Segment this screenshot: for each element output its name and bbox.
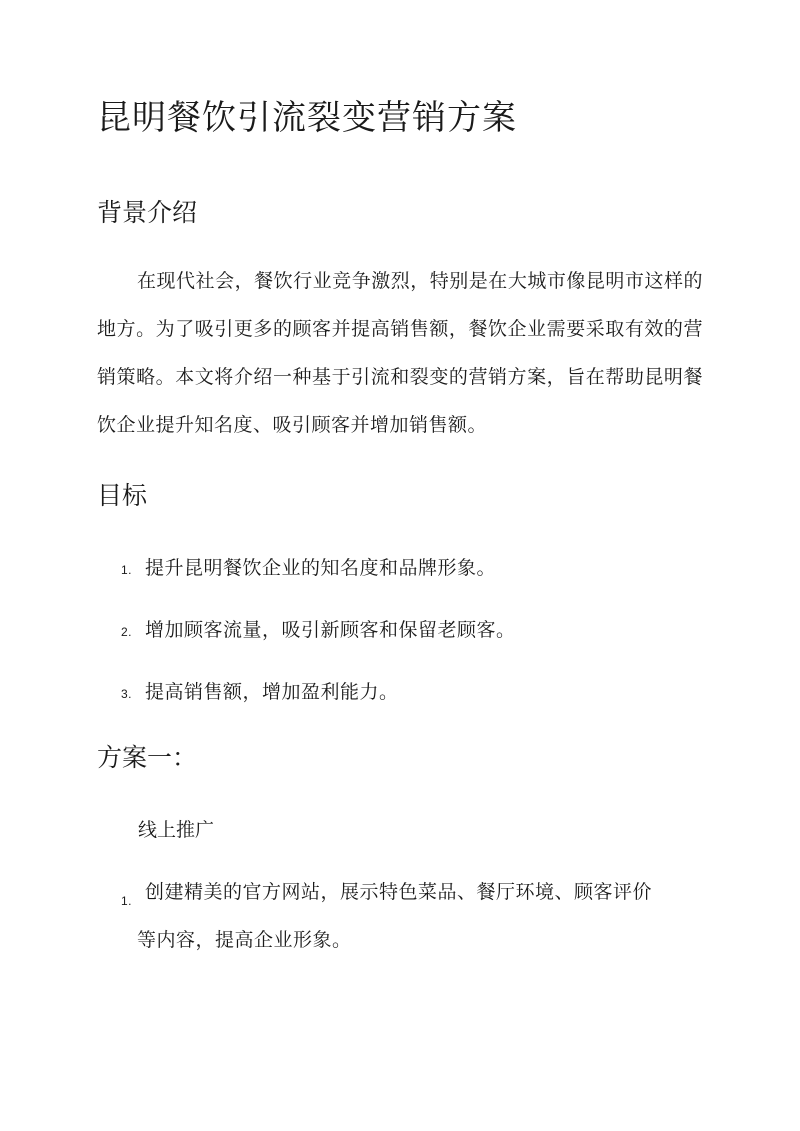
list-item <box>97 868 703 964</box>
list-item <box>97 615 703 645</box>
goals-list <box>97 553 703 739</box>
list-item <box>97 553 703 583</box>
list-item <box>97 677 703 707</box>
list-item-text-line-1: 创建精美的官方网站，展示特色菜品、餐厅环境、顾客评价 <box>145 881 653 903</box>
list-item-text: 增加顾客流量，吸引新顾客和保留老顾客。 <box>145 619 516 641</box>
document-title: 昆明餐饮引流裂变营销方案 <box>97 98 517 138</box>
plan-one-subheading: 线上推广 <box>138 819 215 841</box>
list-item-text: 提高销售额，增加盈利能力。 <box>145 681 399 703</box>
list-item-number: 1. <box>121 563 133 577</box>
plan-one-list <box>97 868 703 964</box>
background-paragraph: 在现代社会，餐饮行业竞争激烈，特别是在大城市像昆明市这样的地方。为了吸引更多的顾客并提高销售额，餐饮企业需要采取有效的营销策略。本文将介绍一种基于引流和裂变的营销方案，旨在帮助昆明餐饮企业提升知名度、吸引顾客并增加销售额。 <box>97 270 703 436</box>
section-heading-plan-one: 方案一： <box>97 743 198 772</box>
list-item-text: 提升昆明餐饮企业的知名度和品牌形象。 <box>145 557 497 579</box>
list-item-number: 1. <box>121 894 133 908</box>
section-heading-goals: 目标 <box>97 481 148 510</box>
list-item-number: 3. <box>121 687 133 701</box>
list-item-number: 2. <box>121 625 133 639</box>
list-item-text-line-2: 等内容，提高企业形象。 <box>137 929 352 951</box>
section-heading-background: 背景介绍 <box>97 198 198 227</box>
